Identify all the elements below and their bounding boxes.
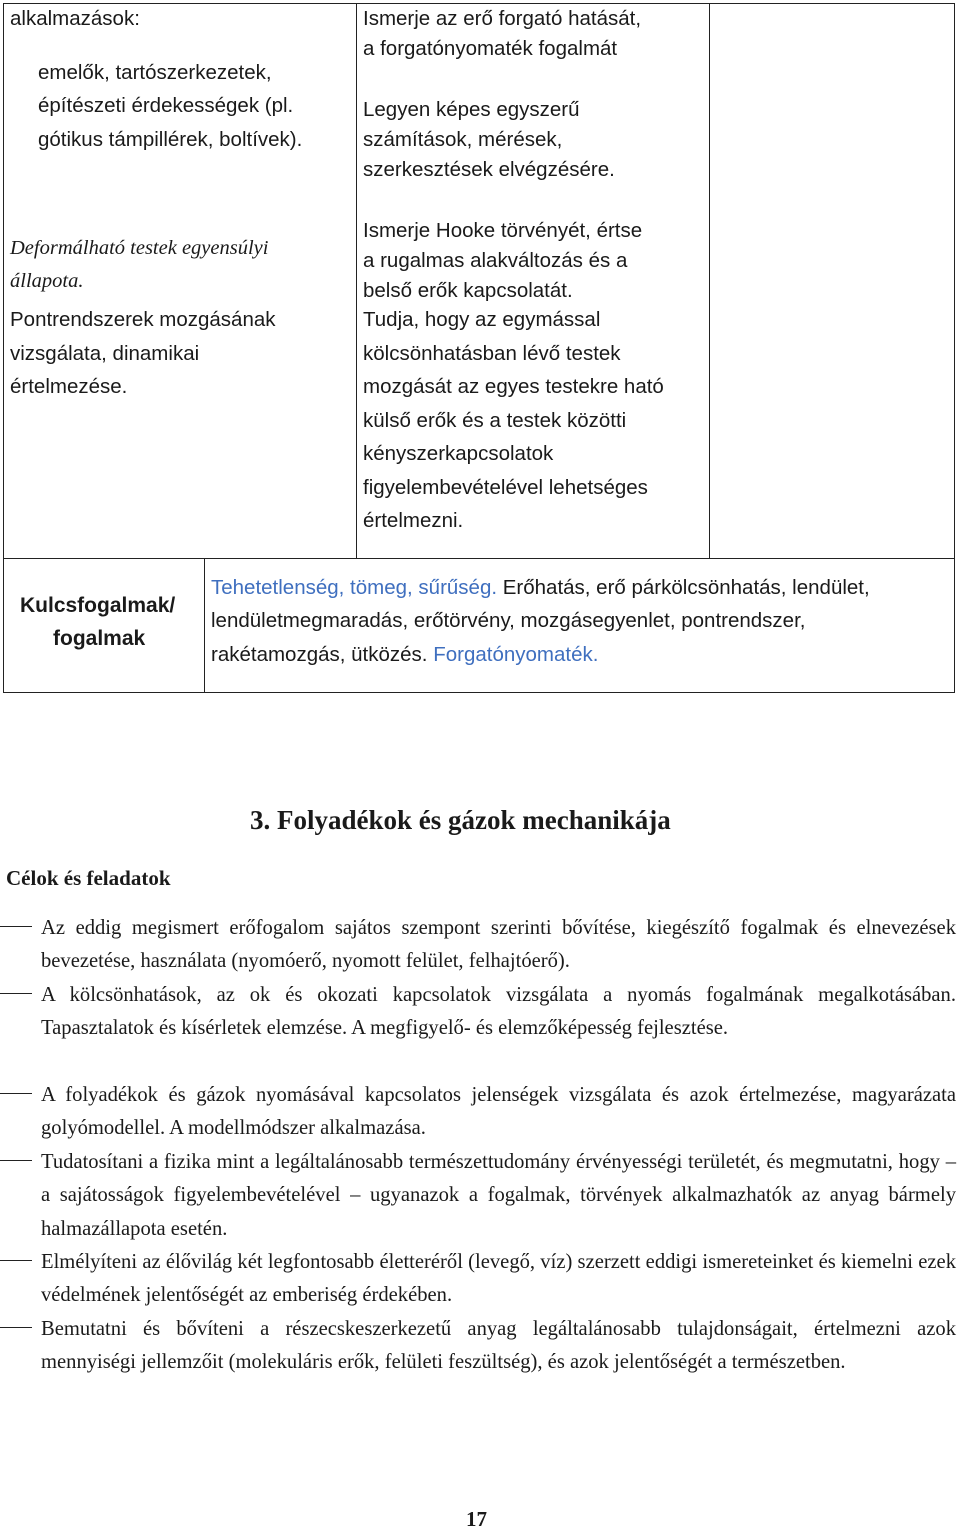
cell-line: emelők, tartószerkezetek, bbox=[38, 61, 272, 84]
keywords-line: lendületmegmaradás, erőtörvény, mozgásegyenlet, pontrendszer, bbox=[211, 609, 806, 632]
list-item-text: Tudatosítani a fizika mint a legáltalánosabb természettudomány érvényességi területét, és megmutatni, hogy – a sajátosságok figyelembevételével – ugyanazok a fogalmak, törvények alkalmazhatók az anyag bármely halmazállapota esetén. bbox=[41, 1151, 956, 1240]
cell-line: Pontrendszerek mozgásának bbox=[10, 308, 276, 331]
cell-line: gótikus támpillérek, boltívek). bbox=[38, 128, 303, 151]
cell-line: a rugalmas alakváltozás és a bbox=[363, 249, 628, 272]
cell-line: vizsgálata, dinamikai bbox=[10, 342, 200, 365]
cell-line: kölcsönhatásban lévő testek bbox=[363, 342, 621, 365]
cell-line: Ismerje Hooke törvényét, értse bbox=[363, 219, 643, 242]
cell-line: Tudja, hogy az egymással bbox=[363, 308, 601, 331]
dash-bullet-icon bbox=[0, 1260, 32, 1261]
cell-line: alkalmazások: bbox=[10, 7, 140, 30]
cell-line: külső erők és a testek közötti bbox=[363, 409, 627, 432]
cell-line: mozgását az egyes testekre ható bbox=[363, 375, 664, 398]
cell-line: belső erők kapcsolatát. bbox=[363, 279, 573, 302]
keywords-text: rakétamozgás, ütközés. bbox=[211, 643, 428, 666]
table-row-divider bbox=[3, 558, 955, 559]
keywords-line bbox=[211, 576, 870, 600]
goals-label: Célok és feladatok bbox=[6, 866, 171, 890]
cell-line: értelmezni. bbox=[363, 509, 464, 532]
keywords-blue-text: Forgatónyomaték. bbox=[427, 643, 599, 666]
table-divider-col2 bbox=[356, 3, 357, 558]
cell-line: értelmezése. bbox=[10, 375, 128, 398]
table-border-right bbox=[954, 3, 955, 693]
keywords-line bbox=[211, 643, 598, 667]
keywords-blue-text: Tehetetlenség, tömeg, sűrűség. bbox=[211, 576, 498, 599]
cell-line: kényszerkapcsolatok bbox=[363, 442, 554, 465]
list-item-text: Az eddig megismert erőfogalom sajátos szempont szerinti bővítése, kiegészítő fogalmak és elnevezések bevezetése, használata (nyomóerő, nyomott felület, felhajtóerő). bbox=[41, 917, 956, 973]
list-item-text: A folyadékok és gázok nyomásával kapcsolatos jelenségek vizsgálata és azok értelmezése, magyarázata golyómodellel. A modellmódszer alkalmazása. bbox=[41, 1084, 956, 1140]
cell-line: figyelembevételével lehetséges bbox=[363, 476, 648, 499]
keywords-label-line: Kulcsfogalmak/ bbox=[20, 594, 176, 617]
list-item-text: Elmélyíteni az élővilág két legfontosabb életteréről (levegő, víz) szerzett eddigi ismereteinket és kiemelni ezek védelmének jelentőségét az emberiség érdekében. bbox=[41, 1251, 956, 1307]
list-item-text: Bemutatni és bővíteni a részecskeszerkezetű anyag legáltalánosabb tulajdonságait, értelmezni azok mennyiségi jellemzőit (molekuláris erők, felületi feszültség), és azok jelentőségét a természetben. bbox=[41, 1318, 956, 1374]
cell-line: építészeti érdekességek (pl. bbox=[38, 94, 294, 117]
cell-line: Legyen képes egyszerű bbox=[363, 98, 580, 121]
dash-bullet-icon bbox=[0, 926, 32, 927]
cell-line: a forgatónyomaték fogalmát bbox=[363, 37, 618, 60]
table-border-left bbox=[3, 3, 4, 693]
cell-line: Deformálható testek egyensúlyi bbox=[10, 237, 269, 259]
dash-bullet-icon bbox=[0, 1160, 32, 1161]
cell-line: számítások, mérések, bbox=[363, 128, 563, 151]
table-border-top bbox=[3, 3, 955, 4]
table-divider-keywords bbox=[204, 558, 205, 693]
dash-bullet-icon bbox=[0, 993, 32, 994]
list-item-text: A kölcsönhatások, az ok és okozati kapcsolatok vizsgálata a nyomás fogalmának megalkotásában. Tapasztalatok és kísérletek elemzése. A megfigyelő- és elemzőképesség fejlesztése. bbox=[41, 984, 956, 1040]
cell-line: állapota. bbox=[10, 270, 84, 292]
dash-bullet-icon bbox=[0, 1093, 32, 1094]
cell-line: szerkesztések elvégzésére. bbox=[363, 158, 615, 181]
table-border-bottom bbox=[3, 692, 955, 693]
keywords-text: Erőhatás, erő párkölcsönhatás, lendület, bbox=[497, 576, 870, 599]
table-divider-col3 bbox=[709, 3, 710, 558]
cell-line: Ismerje az erő forgató hatását, bbox=[363, 7, 642, 30]
dash-bullet-icon bbox=[0, 1327, 32, 1328]
section-heading: 3. Folyadékok és gázok mechanikája bbox=[250, 805, 671, 835]
keywords-label-line: fogalmak bbox=[53, 627, 146, 650]
page-number: 17 bbox=[466, 1507, 487, 1531]
